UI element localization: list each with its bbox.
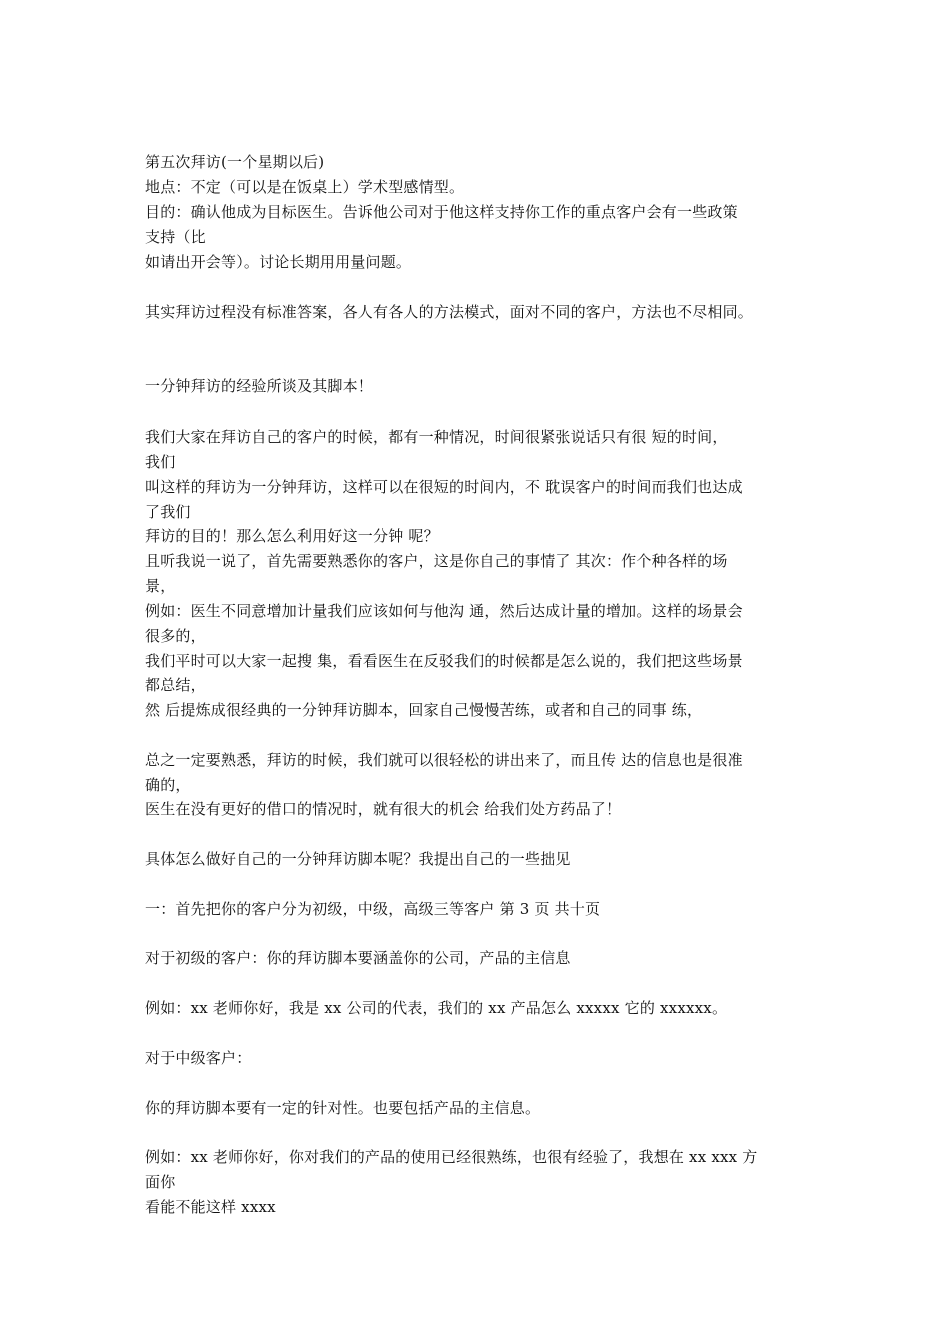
text-line: 医生在没有更好的借口的情况时，就有很大的机会 给我们处方药品了！ (145, 800, 622, 818)
text-line: 我们大家在拜访自己的客户的时候，都有一种情况，时间很紧张说话只有很 短的时间， (145, 428, 728, 446)
text-line: 例如：医生不同意增加计量我们应该如何与他沟 通，然后达成计量的增加。这样的场景会 (145, 602, 743, 620)
text-line: 你的拜访脚本要有一定的针对性。也要包括产品的主信息。 (145, 1099, 541, 1117)
text-line: 确的， (145, 776, 191, 794)
text-line: 很多的， (145, 627, 206, 645)
text-line: 我们平时可以大家一起搜 集，看看医生在反驳我们的时候都是怎么说的，我们把这些场景 (145, 652, 743, 670)
text-line: 景， (145, 577, 176, 595)
text-line: 拜访的目的！那么怎么利用好这一分钟 呢？ (145, 527, 439, 545)
text-line: 例如：xx 老师你好，你对我们的产品的使用已经很熟练，也很有经验了，我想在 xx xxx 方 (145, 1148, 758, 1166)
text-line: 面你 (145, 1173, 176, 1191)
text-line: 其实拜访过程没有标准答案，各人有各人的方法模式，面对不同的客户，方法也不尽相同。 (145, 303, 754, 321)
text-line: 一：首先把你的客户分为初级，中级，高级三等客户 第 3 页 共十页 (145, 900, 601, 918)
text-line: 对于初级的客户：你的拜访脚本要涵盖你的公司，产品的主信息 (145, 949, 571, 967)
text-line: 例如：xx 老师你好，我是 xx 公司的代表，我们的 xx 产品怎么 xxxxx 它的 xxxxxx。 (145, 999, 728, 1017)
text-line: 对于中级客户： (145, 1049, 252, 1067)
text-line: 第五次拜访(一个星期以后) (145, 153, 325, 171)
text-line: 地点：不定（可以是在饭桌上）学术型感情型。 (145, 178, 465, 196)
section-heading: 一分钟拜访的经验所谈及其脚本！ (145, 377, 374, 395)
text-line: 具体怎么做好自己的一分钟拜访脚本呢？我提出自己的一些拙见 (145, 850, 571, 868)
text-line: 看能不能这样 xxxx (145, 1198, 276, 1216)
text-line: 如请出开会等）。讨论长期用用量问题。 (145, 253, 412, 271)
text-line: 叫这样的拜访为一分钟拜访，这样可以在很短的时间内，不 耽误客户的时间而我们也达成 (145, 478, 743, 496)
text-line: 支持（比 (145, 228, 206, 246)
text-line: 了我们 (145, 503, 191, 521)
text-line: 总之一定要熟悉，拜访的时候，我们就可以很轻松的讲出来了，而且传 达的信息也是很准 (145, 751, 743, 769)
text-line: 且听我说一说了，首先需要熟悉你的客户，这是你自己的事情了 其次：作个种各样的场 (145, 552, 728, 570)
text-line: 我们 (145, 453, 176, 471)
text-line: 然 后提炼成很经典的一分钟拜访脚本，回家自己慢慢苦练，或者和自己的同事 练， (145, 701, 703, 719)
text-line: 目的：确认他成为目标医生。告诉他公司对于他这样支持你工作的重点客户会有一些政策 (145, 203, 738, 221)
text-line: 都总结， (145, 676, 206, 694)
